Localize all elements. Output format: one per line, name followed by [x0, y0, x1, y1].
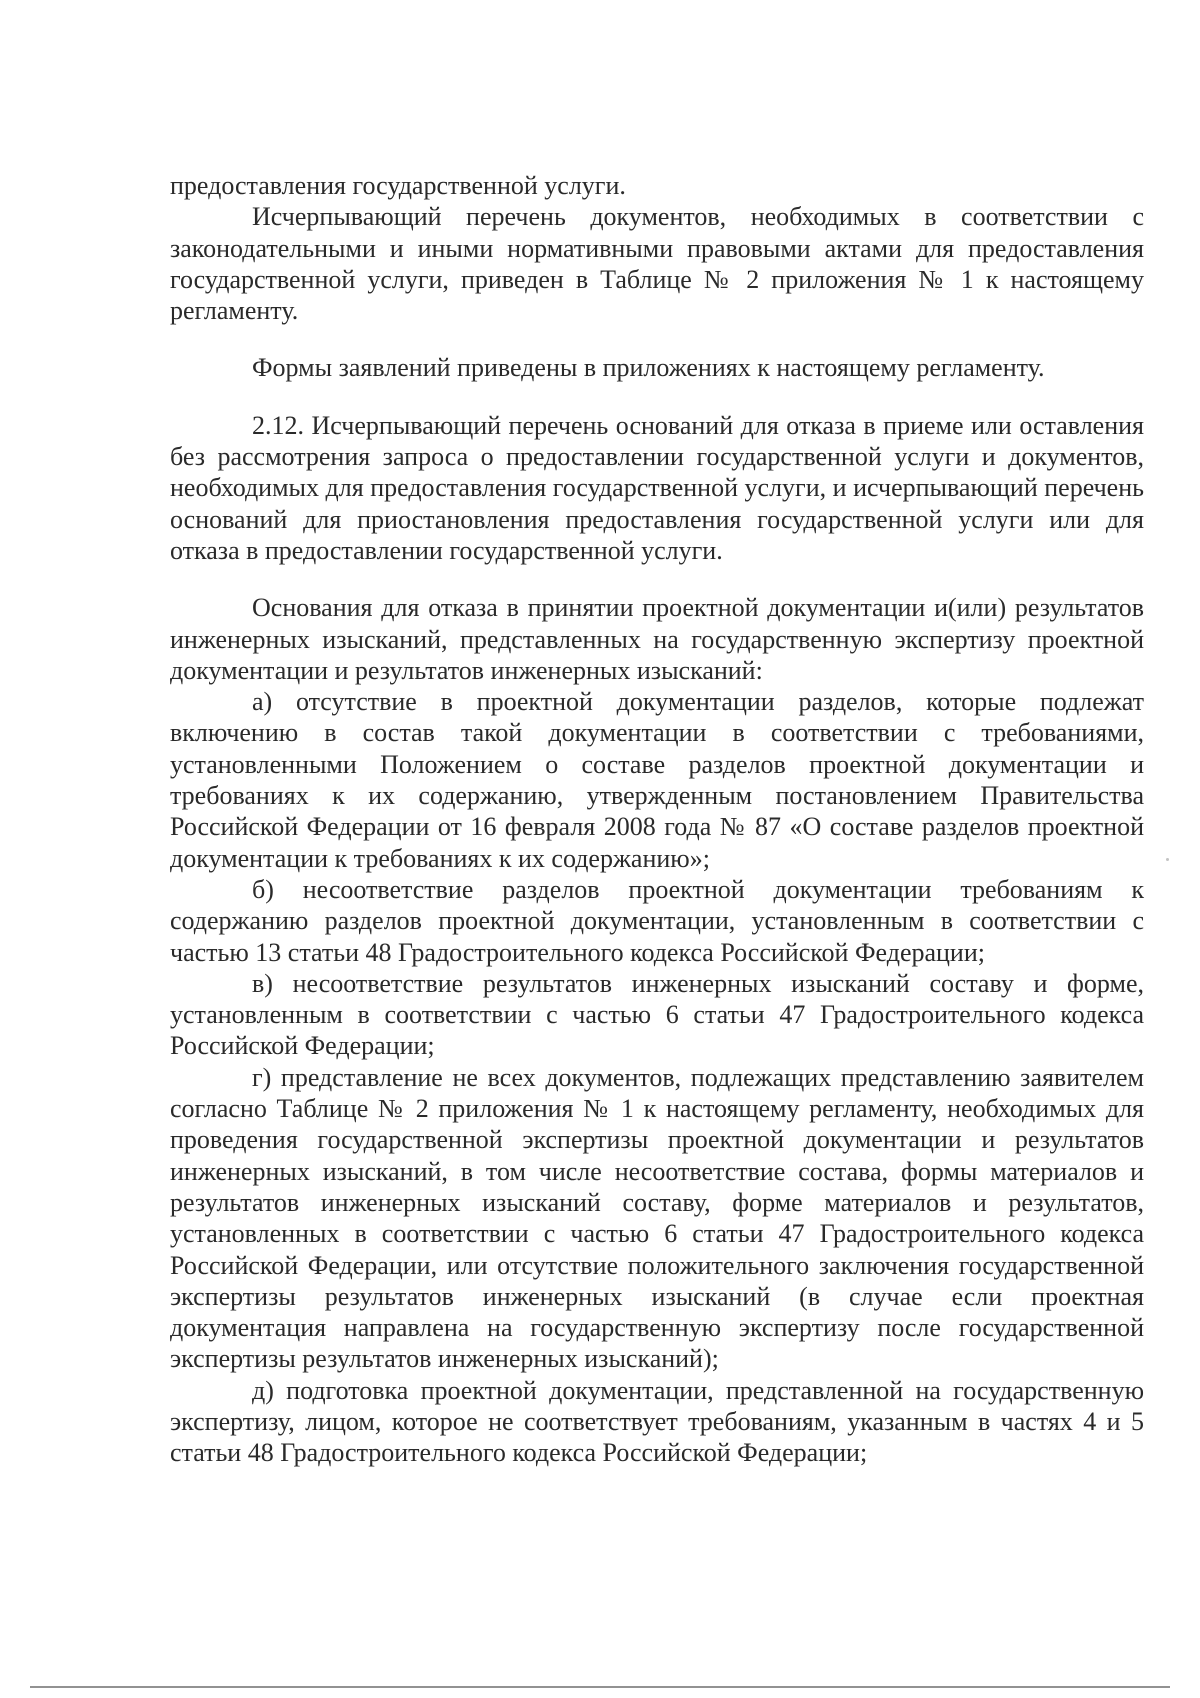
paragraph-application-forms: Формы заявлений приведены в приложениях к настоящему регламенту.	[252, 353, 1045, 383]
paragraph-refusal-grounds: Основания для отказа в принятии проектной документации и(или) результатов инженерных изысканий, представленных на государственную экспертизу проектной документации и результатов инженерных изысканий:	[170, 593, 1144, 685]
list-item-a: а) отсутствие в проектной документации разделов, которые подлежат включению в состав такой документации в соответствии с требованиями, установленными Положением о составе разделов проектной документации и требованиях к их содержанию, утвержденным постановлением Правительства Российской Федерации от 16 февраля 2008 года № 87 «О составе разделов проектной документации к требованиях к их содержанию»;	[170, 687, 1144, 873]
paragraph-continuation: предоставления государственной услуги.	[170, 171, 626, 200]
list-item-d: д) подготовка проектной документации, представленной на государственную экспертизу, лицом, которое не соответствует требованиям, указанным в частях 4 и 5 статьи 48 Градостроительного кодекса Российской Федерации;	[170, 1375, 1144, 1468]
paragraph-documents-list: Исчерпывающий перечень документов, необходимых в соответствии с законодательными и иными нормативными правовыми актами для предоставления государственной услуги, приведен в Таблице № 2 приложения № 1 к настоящему регламенту.	[170, 202, 1144, 326]
document-body	[170, 170, 1144, 1469]
list-item-b: б) несоответствие разделов проектной документации требованиям к содержанию разделов проектной документации, установленным в соответствии с частью 13 статьи 48 Градостроительного кодекса Российской Федерации;	[170, 874, 1144, 967]
scan-speck	[1166, 858, 1169, 861]
scan-bottom-edge	[30, 1686, 1170, 1688]
list-item-g: г) представление не всех документов, подлежащих представлению заявителем согласно Таблице № 2 приложения № 1 к настоящему регламенту, необходимых для проведения государственной экспертизы проектной документации и результатов инженерных изысканий, в том числе несоответствие состава, формы материалов и результатов инженерных изысканий составу, форме материалов и результатов, установленных в соответствии с частью 6 статьи 47 Градостроительного кодекса Российской Федерации, или отсутствие положительного заключения государственной экспертизы результатов инженерных изысканий (в случае если проектная документация направлена на государственную экспертизу после государственной экспертизы результатов инженерных изысканий);	[170, 1062, 1144, 1374]
list-item-v: в) несоответствие результатов инженерных изысканий составу и форме, установленным в соответствии с частью 6 статьи 47 Градостроительного кодекса Российской Федерации;	[170, 968, 1144, 1061]
paragraph-section-2-12: 2.12. Исчерпывающий перечень оснований для отказа в приеме или оставления без рассмотрения запроса о предоставлении государственной услуги и документов, необходимых для предоставления государственной услуги, и исчерпывающий перечень оснований для приостановления предоставления государственной услуги или для отказа в предоставлении государственной услуги.	[170, 410, 1144, 565]
